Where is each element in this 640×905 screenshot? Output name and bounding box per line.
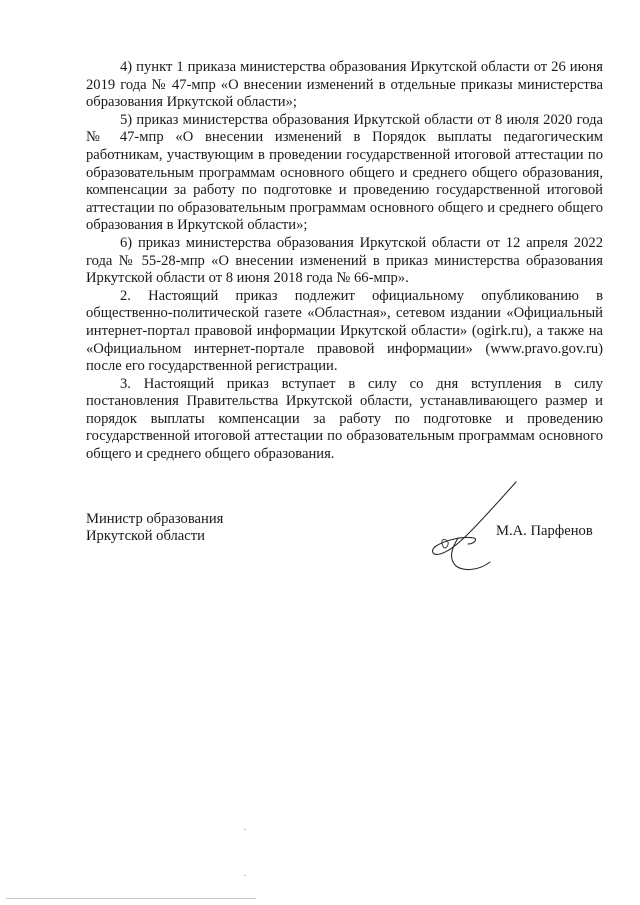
signatory-title: [86, 511, 223, 545]
signatory-title-line-1: Министр образования: [86, 511, 224, 527]
document-body: [86, 59, 603, 464]
scan-speck: [244, 829, 246, 830]
paragraph-clause-3: 3. Настоящий приказ вступает в силу со дня вступления в силу постановления Правительства Иркутской области, устанавливающего размер и порядок выплаты компенсации за работу по подготовке и проведению государственной итоговой аттестации по образовательным программам основного общего и среднего общего образования.: [86, 375, 603, 463]
signatory-title-line-2: Иркутской области: [86, 528, 205, 544]
paragraph-item-5: 5) приказ министерства образования Иркутской области от 8 июля 2020 года № 47-мпр «О внесении изменений в Порядок выплаты педагогическим работникам, участвующим в проведении государственной итоговой аттестации по образовательным программам основного общего и среднего общего образования, компенсации за работу по подготовке и проведению государственной итоговой аттестации по образовательным программам основного общего и среднего общего образования в Иркутской области»;: [86, 111, 603, 234]
paragraph-item-6: 6) приказ министерства образования Иркутской области от 12 апреля 2022 года № 55-28-мпр «О внесении изменений в приказ министерства образования Иркутской области от 8 июня 2018 года № 66-мпр».: [86, 234, 603, 287]
signatory-name: М.А. Парфенов: [496, 523, 593, 539]
paragraph-clause-2: 2. Настоящий приказ подлежит официальному опубликованию в общественно-политической газете «Областная», сетевом издании «Официальный интернет-портал правовой информации Иркутской области» (ogirk.ru), а также на «Официальном интернет-портале правовой информации» (www.pravo.gov.ru) после его государственной регистрации.: [86, 287, 603, 375]
page-bottom-rule: [6, 898, 256, 899]
scan-speck: [244, 875, 246, 876]
paragraph-item-4: 4) пункт 1 приказа министерства образования Иркутской области от 26 июня 2019 года № 47-мпр «О внесении изменений в отдельные приказы министерства образования Иркутской области»;: [86, 59, 603, 111]
